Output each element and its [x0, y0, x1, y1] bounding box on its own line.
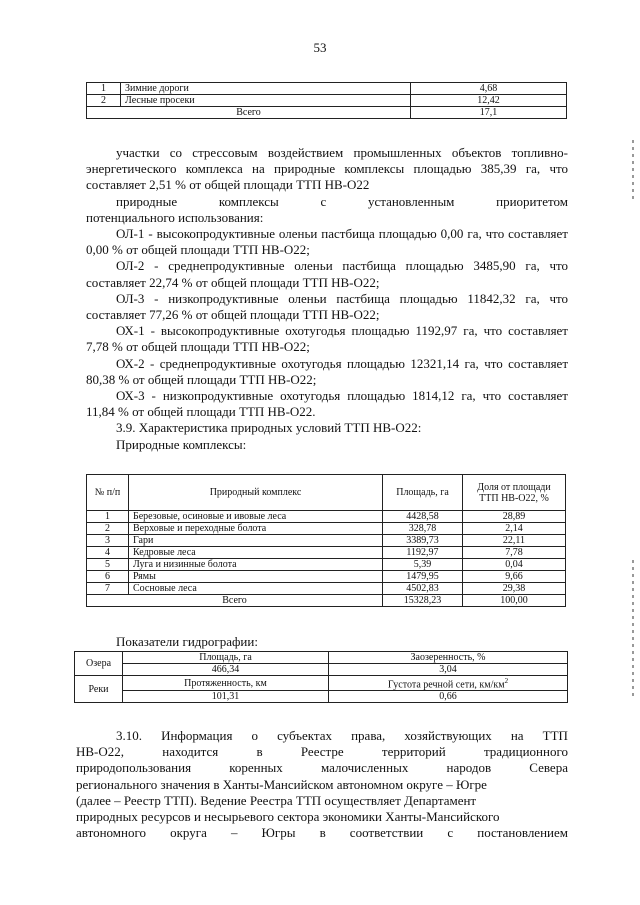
table-header: [87, 475, 566, 511]
total-value: 17,1: [411, 107, 567, 119]
row-name: Березовые, осиновые и ивовые леса: [129, 511, 383, 523]
river-density: 0,66: [329, 691, 568, 703]
table-row: [87, 523, 566, 535]
justified-line: [76, 760, 568, 776]
row-name: Сосновые леса: [129, 583, 383, 595]
row-value: 4,68: [411, 83, 567, 95]
row-name: Гари: [129, 535, 383, 547]
word: округа: [170, 825, 207, 841]
word: Информация: [161, 728, 233, 743]
table-row: [87, 547, 566, 559]
word: субъектах: [277, 728, 333, 743]
page-number: 53: [313, 40, 327, 55]
row-number: 3: [87, 535, 129, 547]
row-number: 6: [87, 571, 129, 583]
row-number: 1: [87, 83, 121, 95]
intro-paragraph: участки со стрессовым воздействием промышленных объектов топливно-энергетического комплекса на природные комплексы площадью 385,39 га, что составляет 2,51 % от общей площади ТТП НВ-О22: [86, 145, 568, 193]
row-area: 1479,95: [383, 571, 463, 583]
justified-line: [76, 825, 568, 841]
zone-ol3: ОЛ-3 - низкопродуктивные оленьи пастбища площадью 11842,32 га, что составляет 77,26 % от общей площади ТТП НВ-О22;: [86, 290, 568, 323]
row-number: 2: [87, 523, 129, 535]
text-line: (далее – Реестр ТТП). Ведение Реестра ТТП осуществляет Департамент: [76, 792, 477, 808]
rivers-label: Реки: [75, 676, 123, 703]
rivers-header-row: [75, 676, 568, 691]
header-number: № п/п: [87, 475, 129, 511]
scan-edge: [632, 560, 634, 700]
table-row: [87, 511, 566, 523]
row-area: 3389,73: [383, 535, 463, 547]
word: коренных: [229, 760, 283, 776]
row-value: 12,42: [411, 95, 567, 107]
row-share: 0,04: [463, 559, 566, 571]
word: находится: [162, 744, 219, 760]
row-name: Рямы: [129, 571, 383, 583]
table-row: [87, 559, 566, 571]
word: НВ-О22,: [76, 744, 125, 760]
lakes-header-row: [75, 652, 568, 664]
lake-share-label: Заозеренность, %: [329, 652, 568, 664]
row-name: Зимние дороги: [121, 83, 411, 95]
natural-complexes-table: [86, 474, 566, 607]
lake-area: 466,34: [123, 664, 329, 676]
lakes-value-row: [75, 664, 568, 676]
row-name: Верховые и переходные болота: [129, 523, 383, 535]
row-share: 28,89: [463, 511, 566, 523]
row-name: Лесные просеки: [121, 95, 411, 107]
row-number: 7: [87, 583, 129, 595]
roads-table: [86, 82, 567, 119]
word: ТТП: [542, 728, 568, 743]
row-area: 4502,83: [383, 583, 463, 595]
intro-block: [86, 145, 568, 453]
river-density-label-cell: [329, 676, 568, 691]
word: хозяйствующих: [404, 728, 492, 743]
river-length-label: Протяженность, км: [123, 676, 329, 691]
word: комплексы: [218, 193, 279, 209]
total-label: Всего: [87, 595, 383, 607]
word: малочисленных: [320, 760, 409, 776]
justified-line: [76, 744, 568, 760]
word: Реестре: [300, 744, 344, 760]
word: на: [510, 728, 524, 743]
row-area: 328,78: [383, 523, 463, 535]
text-line: регионального значения в Ханты-Мансийском автономном округе – Югре: [76, 776, 487, 792]
row-number: 1: [87, 511, 129, 523]
river-length: 101,31: [123, 691, 329, 703]
total-share: 100,00: [463, 595, 566, 607]
zone-ox1: ОХ-1 - высокопродуктивные охотугодья площадью 1192,97 га, что составляет 7,78 % от общей площади ТТП НВ-О22;: [86, 323, 568, 355]
word: в: [319, 825, 326, 841]
intro-rest: потенциального использования:: [86, 209, 264, 225]
section-310: [76, 728, 568, 841]
row-share: 29,38: [463, 583, 566, 595]
word: права,: [351, 728, 386, 743]
text-line: природных ресурсов и несырьевого сектора экономики Ханты-Мансийского: [76, 809, 500, 825]
table-row: [87, 535, 566, 547]
word: с: [447, 825, 454, 841]
row-share: 2,14: [463, 523, 566, 535]
hydrography-label: Показатели гидрографии:: [116, 634, 258, 649]
word: природные: [116, 193, 178, 209]
word: природопользования: [76, 760, 192, 776]
lake-area-label: Площадь, га: [123, 652, 329, 664]
row-share: 22,11: [463, 535, 566, 547]
row-share: 9,66: [463, 571, 566, 583]
table-row: [87, 95, 567, 107]
scan-edge: [632, 140, 634, 200]
word: Севера: [529, 760, 568, 776]
total-area: 15328,23: [383, 595, 463, 607]
zone-ol1: ОЛ-1 - высокопродуктивные оленьи пастбища площадью 0,00 га, что составляет 0,00 % от общей площади ТТП НВ-О22;: [86, 226, 568, 258]
header-share: Доля от площади ТТП НВ-О22, %: [463, 475, 566, 511]
word: –: [230, 825, 238, 841]
hydrography-table: [74, 651, 568, 703]
word: приоритетом: [496, 193, 568, 209]
word: традиционного: [483, 744, 568, 760]
word: Югры: [261, 825, 296, 841]
river-density-label: Густота речной сети, км/км: [387, 679, 505, 691]
word: постановлением: [477, 825, 568, 841]
river-density-sup: 2: [504, 677, 509, 685]
word: установленным: [367, 193, 455, 209]
word: территорий: [381, 744, 446, 760]
table-total-row: [87, 107, 567, 119]
justified-line: [76, 728, 568, 744]
row-area: 4428,58: [383, 511, 463, 523]
word: соответствии: [349, 825, 424, 841]
rivers-value-row: [75, 691, 568, 703]
row-area: 5,39: [383, 559, 463, 571]
table-row: [87, 583, 566, 595]
section-heading: 3.9. Характеристика природных условий ТТП НВ-О22:: [116, 420, 422, 436]
row-number: 2: [87, 95, 121, 107]
row-number: 4: [87, 547, 129, 559]
table-row: [87, 83, 567, 95]
word: автономного: [76, 825, 146, 841]
row-number: 5: [87, 559, 129, 571]
header-area: Площадь, га: [383, 475, 463, 511]
zone-ox3: ОХ-3 - низкопродуктивные охотугодья площадью 1814,12 га, что составляет 11,84 % от общей площади ТТП НВ-О22.: [86, 388, 568, 420]
word: 3.10.: [116, 728, 142, 743]
word: в: [256, 744, 263, 760]
word: народов: [446, 760, 492, 776]
row-name: Луга и низинные болота: [129, 559, 383, 571]
natural-complexes-label: Природные комплексы:: [116, 436, 247, 452]
zone-ox2: ОХ-2 - среднепродуктивные охотугодья площадью 12321,14 га, что составляет 80,38 % от общей площади ТТП НВ-О22;: [86, 355, 568, 387]
header-complex: Природный комплекс: [129, 475, 383, 511]
zone-ol2: ОЛ-2 - среднепродуктивные оленьи пастбища площадью 3485,90 га, что составляет 22,74 % от общей площади ТТП НВ-О22;: [86, 258, 568, 290]
total-label: Всего: [87, 107, 411, 119]
word: с: [320, 193, 327, 209]
word: о: [251, 728, 258, 743]
intro-spread-line: [86, 194, 568, 210]
row-area: 1192,97: [383, 547, 463, 559]
row-share: 7,78: [463, 547, 566, 559]
table-row: [87, 571, 566, 583]
table-total-row: [87, 595, 566, 607]
row-name: Кедровые леса: [129, 547, 383, 559]
lakes-label: Озера: [75, 652, 123, 676]
lake-share: 3,04: [329, 664, 568, 676]
